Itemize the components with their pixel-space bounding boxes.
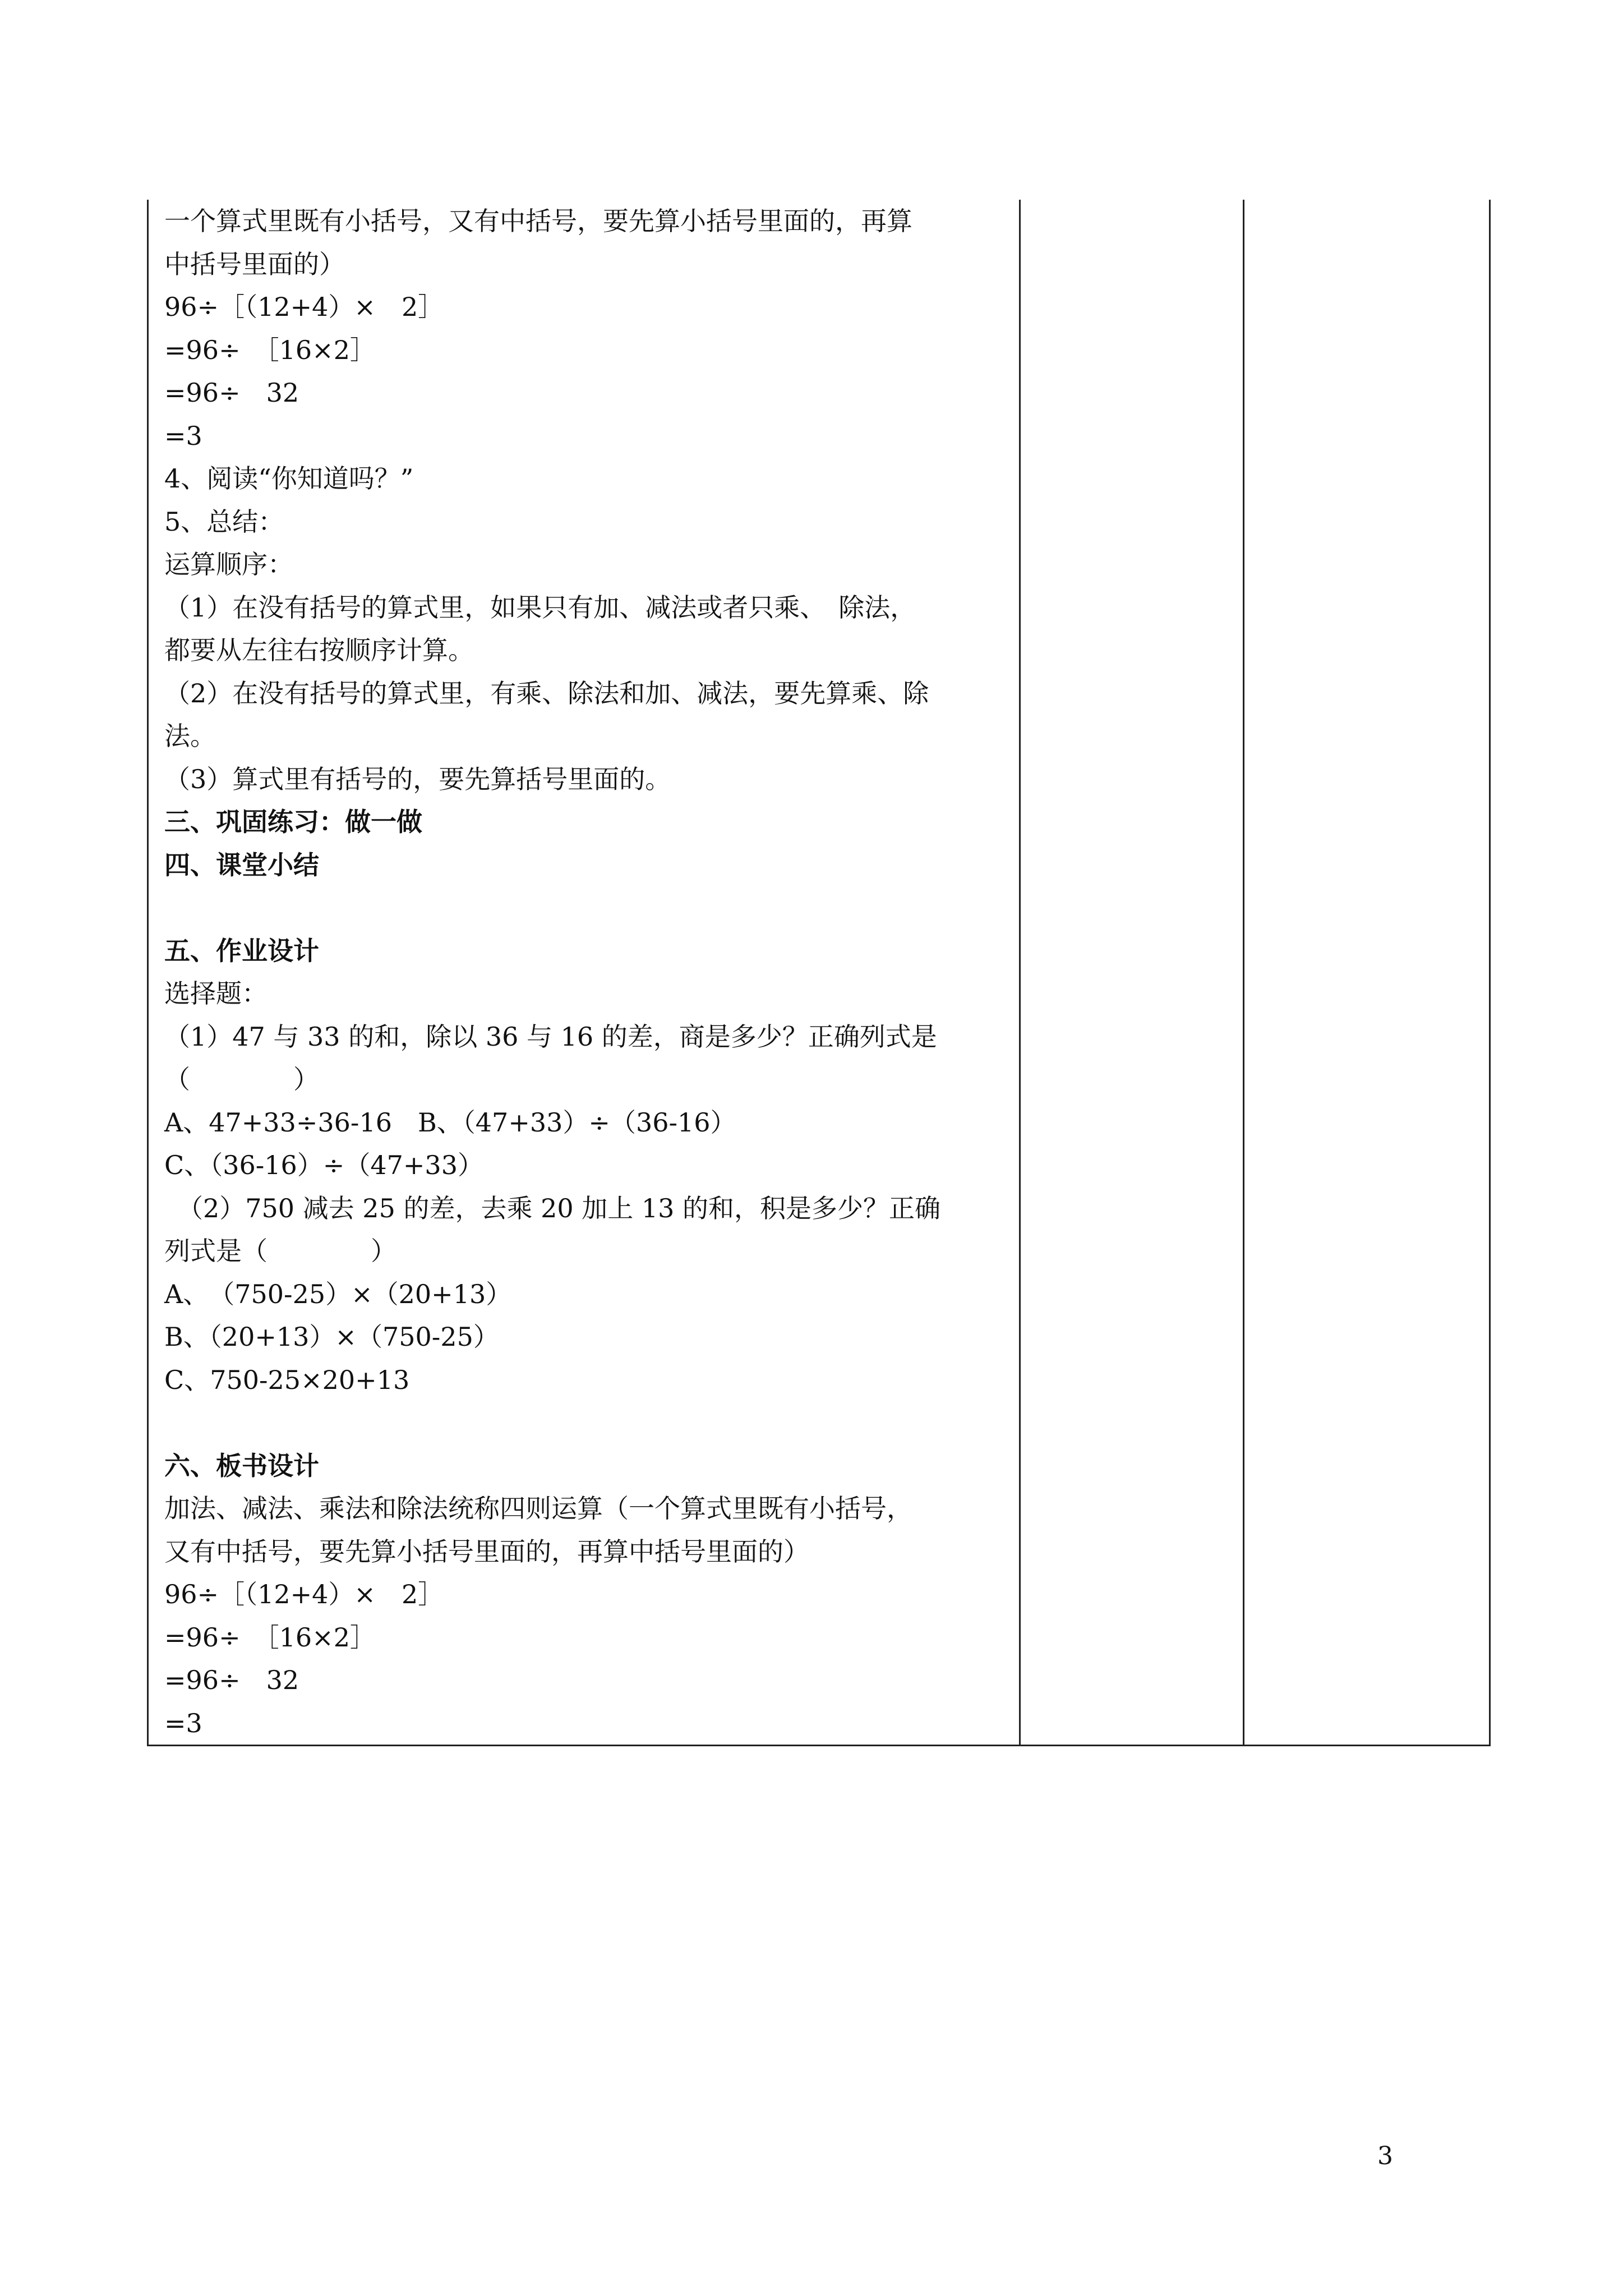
text-line: 加法、减法、乘法和除法统称四则运算（一个算式里既有小括号， <box>164 1493 912 1524</box>
text-line: 5、总结： <box>164 506 284 537</box>
text-line: =3 <box>164 1708 202 1738</box>
text-line: =96÷ ［16×2］ <box>164 1622 376 1653</box>
text-line: B、（20+13）×（750-25） <box>164 1322 499 1352</box>
section-heading: 六、板书设计 <box>164 1450 319 1481</box>
section-heading: 五、作业设计 <box>164 935 319 966</box>
text-line: （2）在没有括号的算式里，有乘、除法和加、减法，要先算乘、除 <box>164 678 929 708</box>
text-line: 又有中括号，要先算小括号里面的，再算中括号里面的） <box>164 1536 809 1567</box>
text-line: 4、阅读“你知道吗？” <box>164 463 414 494</box>
text-line: =96÷ ［16×2］ <box>164 334 376 365</box>
text-line: =96÷ 32 <box>164 1665 299 1695</box>
section-heading: 四、课堂小结 <box>164 849 319 880</box>
text-line: C、750-25×20+13 <box>164 1364 410 1395</box>
lesson-content-cell <box>148 200 1020 1746</box>
text-line: （3）算式里有括号的，要先算括号里面的。 <box>164 763 671 794</box>
text-line: =3 <box>164 420 202 451</box>
text-line: =96÷ 32 <box>164 378 299 408</box>
blank-line <box>164 886 1008 930</box>
text-line: A、47+33÷36-16 B、（47+33）÷（36-16） <box>164 1107 736 1138</box>
lesson-plan-table <box>147 200 1491 1746</box>
text-line: 都要从左往右按顺序计算。 <box>164 635 474 665</box>
text-line: 法。 <box>164 721 216 751</box>
lesson-content <box>149 200 1019 1745</box>
text-line: C、（36-16）÷（47+33） <box>164 1150 483 1180</box>
text-line: （2）750 减去 25 的差，去乘 20 加上 13 的和，积是多少？正确 <box>164 1193 941 1223</box>
text-line: 96÷［（12+4）× 2］ <box>164 292 444 322</box>
empty-remarks-cell <box>1244 200 1490 1746</box>
blank-line <box>164 1401 1008 1444</box>
text-line: 选择题： <box>164 978 268 1009</box>
text-line: 列式是（ ） <box>164 1236 396 1266</box>
text-line: 运算顺序： <box>164 549 293 579</box>
page-number: 3 <box>1377 2142 1393 2170</box>
text-line: 中括号里面的） <box>164 249 345 279</box>
text-line: （ ） <box>164 1064 319 1094</box>
section-heading: 三、巩固练习：做一做 <box>164 807 422 837</box>
text-line: （1）47 与 33 的和，除以 36 与 16 的差，商是多少？正确列式是 <box>164 1021 937 1052</box>
text-line: 96÷［（12+4）× 2］ <box>164 1579 444 1609</box>
text-line: （1）在没有括号的算式里，如果只有加、减法或者只乘、 除法， <box>164 592 916 623</box>
empty-notes-cell <box>1020 200 1244 1746</box>
text-line: 一个算式里既有小括号，又有中括号，要先算小括号里面的，再算 <box>164 206 912 236</box>
table-row <box>148 200 1490 1746</box>
text-line: A、 （750-25）×（20+13） <box>164 1278 512 1309</box>
